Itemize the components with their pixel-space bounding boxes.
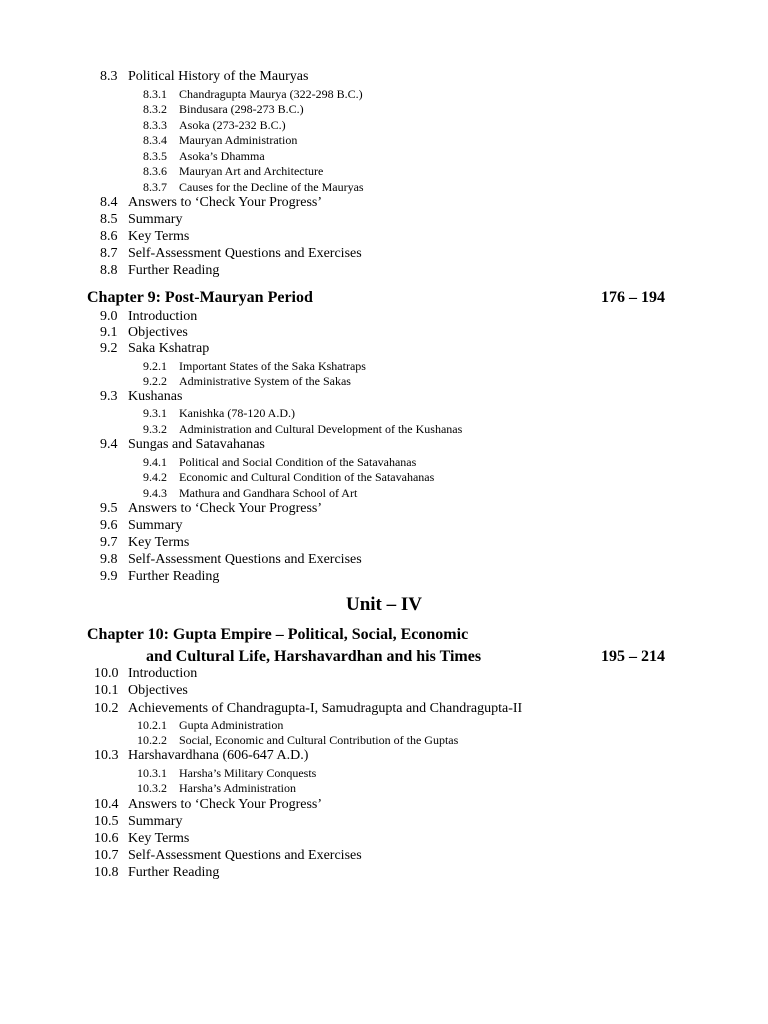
toc-entry-number: 8.3.6 (143, 164, 167, 178)
toc-entry-number: 9.2.1 (143, 359, 167, 373)
toc-entry-number: 10.8 (94, 865, 119, 880)
toc-entry-number: 8.6 (100, 229, 118, 244)
toc-entry-title: Bindusara (298-273 B.C.) (179, 102, 304, 116)
toc-entry-title: Key Terms (128, 229, 190, 244)
toc-entry-number: 10.6 (94, 831, 119, 846)
toc-entry-number: 9.5 (100, 501, 118, 516)
toc-entry-number: 8.3.4 (143, 133, 167, 147)
chapter-9-title[interactable]: Chapter 9: Post-Mauryan Period (87, 289, 313, 306)
toc-entry-number: 10.3.2 (137, 781, 167, 795)
toc-entry-title: Mauryan Administration (179, 133, 298, 147)
chapter-9-pages: 176 – 194 (601, 289, 665, 306)
toc-entry-title: Objectives (128, 683, 188, 698)
toc-entry-title: Self-Assessment Questions and Exercises (128, 552, 362, 567)
toc-entry-title: Administration and Cultural Development of the Kushanas (179, 422, 463, 436)
toc-entry-title: Harsha’s Administration (179, 781, 296, 795)
toc-entry-title: Kushanas (128, 389, 183, 404)
toc-entry-title: Introduction (128, 309, 198, 324)
toc-entry-number: 8.3.3 (143, 118, 167, 132)
toc-entry-number: 9.4.3 (143, 486, 167, 500)
toc-entry-title: Political and Social Condition of the Satavahanas (179, 455, 417, 469)
toc-entry-title: Sungas and Satavahanas (128, 437, 265, 452)
toc-entry-number: 9.1 (100, 325, 118, 340)
toc-entry-number: 8.3 (100, 69, 118, 84)
toc-entry-title: Objectives (128, 325, 188, 340)
toc-entry-title: Social, Economic and Cultural Contribution of the Guptas (179, 733, 459, 747)
toc-entry-number: 8.3.7 (143, 180, 167, 194)
toc-entry-number: 9.3.2 (143, 422, 167, 436)
toc-entry-title: Mathura and Gandhara School of Art (179, 486, 358, 500)
toc-entry-title: Administrative System of the Sakas (179, 374, 351, 388)
toc-entry-number: 9.4.1 (143, 455, 167, 469)
toc-entry-title: Important States of the Saka Kshatraps (179, 359, 366, 373)
toc-entry-title: Kanishka (78-120 A.D.) (179, 406, 295, 420)
toc-entry-title: Harshavardhana (606-647 A.D.) (128, 748, 309, 763)
toc-entry-number: 10.5 (94, 814, 119, 829)
toc-entry-number: 8.3.2 (143, 102, 167, 116)
toc-entry-number: 8.7 (100, 246, 118, 261)
toc-entry-number: 8.5 (100, 212, 118, 227)
toc-entry-title: Summary (128, 814, 183, 829)
toc-entry-number: 8.3.5 (143, 149, 167, 163)
toc-entry-title: Political History of the Mauryas (128, 69, 309, 84)
toc-entry-number: 10.3.1 (137, 766, 167, 780)
toc-entry-number: 9.7 (100, 535, 118, 550)
toc-entry-title: Answers to ‘Check Your Progress’ (128, 195, 323, 210)
toc-entry-title: Gupta Administration (179, 718, 284, 732)
toc-entry-title: Asoka’s Dhamma (179, 149, 265, 163)
toc-entry-title: Saka Kshatrap (128, 341, 210, 356)
toc-entry-title: Mauryan Art and Architecture (179, 164, 324, 178)
toc-entry-number: 9.2 (100, 341, 118, 356)
toc-entry-title: Harsha’s Military Conquests (179, 766, 317, 780)
toc-entry-title: Key Terms (128, 535, 190, 550)
unit-heading: Unit – IV (345, 594, 422, 615)
toc-entry-title: Economic and Cultural Condition of the Satavahanas (179, 470, 435, 484)
toc-entry-number: 8.4 (100, 195, 118, 210)
toc-entry-title: Further Reading (128, 263, 220, 278)
toc-entry-title: Further Reading (128, 569, 220, 584)
toc-entry-number: 10.2.2 (137, 733, 167, 747)
toc-entry-number: 10.7 (94, 848, 119, 863)
toc-entry-number: 9.2.2 (143, 374, 167, 388)
toc-entry-number: 10.2.1 (137, 718, 167, 732)
toc-entry-number: 9.3.1 (143, 406, 167, 420)
toc-entry-number: 9.3 (100, 389, 118, 404)
toc-entry-number: 9.9 (100, 569, 118, 584)
toc-entry-title: Achievements of Chandragupta-I, Samudragupta and Chandragupta-II (128, 701, 523, 716)
toc-entry-title: Answers to ‘Check Your Progress’ (128, 797, 323, 812)
toc-entry-number: 10.3 (94, 748, 119, 763)
toc-entry-title: Key Terms (128, 831, 190, 846)
chapter-10-pages: 195 – 214 (601, 648, 665, 665)
toc-entry-number: 9.4.2 (143, 470, 167, 484)
toc-entry-number: 10.4 (94, 797, 119, 812)
toc-entry-number: 9.6 (100, 518, 118, 533)
toc-entry-title: Summary (128, 518, 183, 533)
toc-entry-title: Self-Assessment Questions and Exercises (128, 246, 362, 261)
chapter-10-title-line1[interactable]: Chapter 10: Gupta Empire – Political, Social, Economic (87, 626, 469, 643)
toc-entry-title: Answers to ‘Check Your Progress’ (128, 501, 323, 516)
toc-entry-number: 10.1 (94, 683, 119, 698)
toc-entry-number: 10.0 (94, 666, 119, 681)
toc-entry-title: Chandragupta Maurya (322-298 B.C.) (179, 87, 363, 101)
toc-entry-title: Further Reading (128, 865, 220, 880)
toc-entry-number: 8.8 (100, 263, 118, 278)
toc-entry-number: 9.4 (100, 437, 118, 452)
toc-entry-number: 9.0 (100, 309, 118, 324)
toc-entry-title: Self-Assessment Questions and Exercises (128, 848, 362, 863)
toc-entry-number: 8.3.1 (143, 87, 167, 101)
toc-entry-title: Introduction (128, 666, 198, 681)
chapter-10-title-line2[interactable]: and Cultural Life, Harshavardhan and his Times (146, 648, 482, 665)
toc-entry-title: Causes for the Decline of the Mauryas (179, 180, 364, 194)
toc-entry-title: Summary (128, 212, 183, 227)
toc-entry-number: 10.2 (94, 701, 119, 716)
toc-entry-title: Asoka (273-232 B.C.) (179, 118, 286, 132)
toc-entry-number: 9.8 (100, 552, 118, 567)
